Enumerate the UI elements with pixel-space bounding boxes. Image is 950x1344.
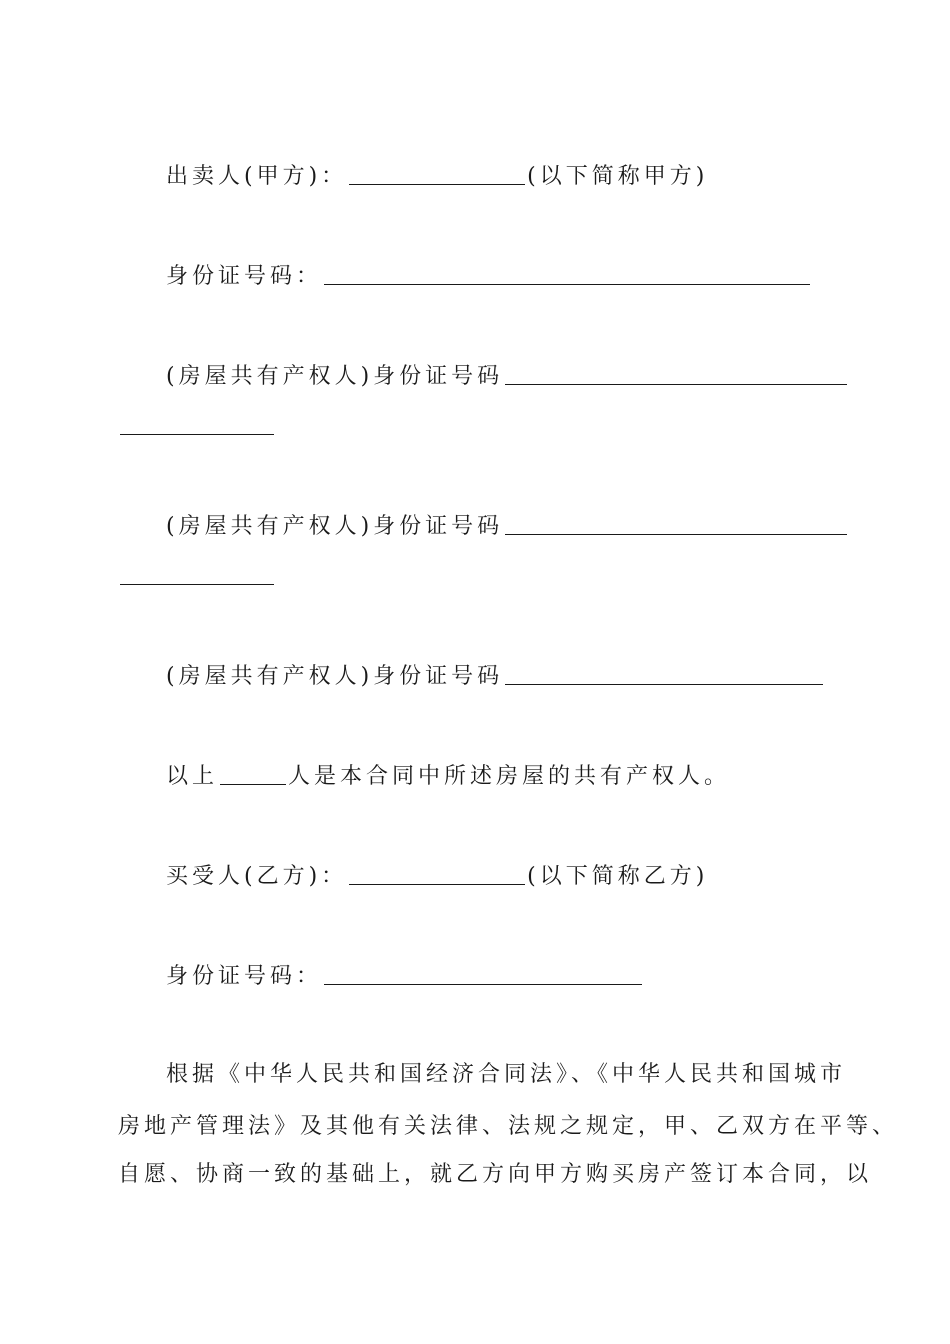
seller-suffix: (以下简称甲方) [527, 164, 709, 189]
co-owner-3-line [166, 662, 825, 692]
buyer-id-line [166, 962, 644, 992]
co-owner-3-id-blank [505, 662, 823, 685]
preamble-line-3: 自愿、协商一致的基础上，就乙方向甲方购买房产签订本合同，以 [118, 1162, 873, 1187]
buyer-suffix: (以下简称乙方) [527, 864, 709, 889]
co-owner-2-line [166, 512, 849, 542]
buyer-name-blank [349, 862, 525, 885]
preamble-line-2: 房地产管理法》及其他有关法律、法规之规定，甲、乙双方在平等、 [118, 1114, 899, 1139]
buyer-id-label: 身份证号码： [166, 964, 323, 989]
seller-name-blank [349, 162, 525, 185]
buyer-id-blank [324, 962, 642, 985]
co-owner-1-id-blank-continued [120, 412, 274, 435]
seller-id-blank [324, 262, 810, 285]
seller-id-line [166, 262, 812, 292]
co-owner-count-line [166, 762, 730, 792]
co-owner-count-blank [220, 762, 286, 785]
seller-label: 出卖人(甲方)： [166, 164, 348, 189]
buyer-line [166, 862, 708, 892]
co-owner-2-id-blank-continued [120, 562, 274, 585]
co-owner-1-line [166, 362, 849, 392]
co-owner-count-prefix: 以上 [166, 764, 219, 789]
co-owner-2-label: (房屋共有产权人)身份证号码 [166, 514, 504, 539]
preamble-line-1: 根据《中华人民共和国经济合同法》、《中华人民共和国城市 [166, 1062, 847, 1087]
seller-line [166, 162, 708, 192]
co-owner-1-id-blank [505, 362, 847, 385]
co-owner-2-id-blank [505, 512, 847, 535]
co-owner-count-suffix: 人是本合同中所述房屋的共有产权人。 [288, 764, 731, 789]
co-owner-3-label: (房屋共有产权人)身份证号码 [166, 664, 504, 689]
seller-id-label: 身份证号码： [166, 264, 323, 289]
buyer-label: 买受人(乙方)： [166, 864, 348, 889]
co-owner-1-label: (房屋共有产权人)身份证号码 [166, 364, 504, 389]
